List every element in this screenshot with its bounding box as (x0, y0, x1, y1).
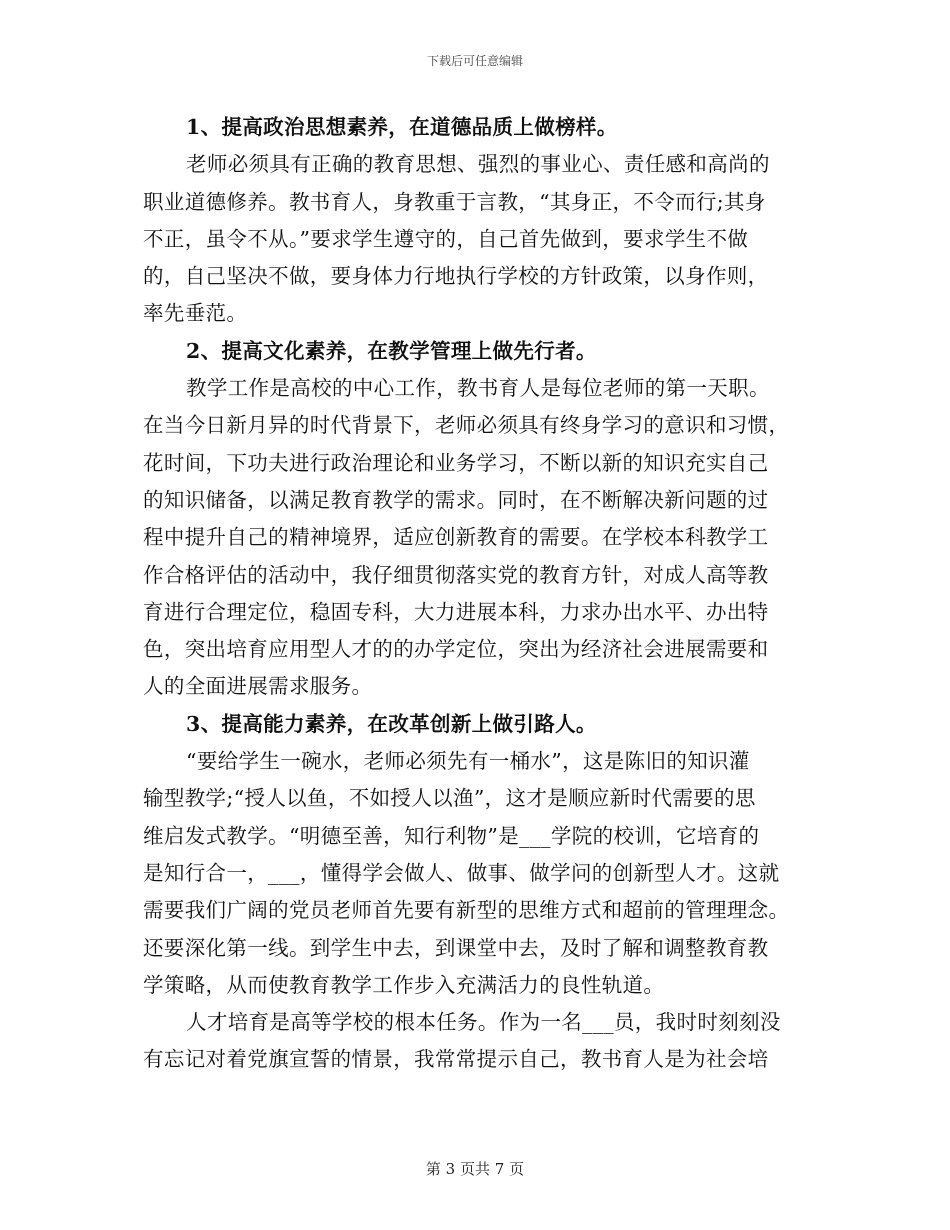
section-heading: 3、提高能力素养，在改革创新上做引路人。 (186, 711, 597, 736)
paragraph-line: 需要我们广阔的党员老师首先要有新型的思维方式和超前的管理理念。 (143, 898, 790, 923)
paragraph-line: 人才培育是高等学校的根本任务。作为一名___员，我时时刻刻没 (186, 1010, 781, 1035)
paragraph-line: 色，突出培育应用型人才的的办学定位，突出为经济社会进展需要和 (143, 637, 769, 662)
paragraph-line: 学策略，从而使教育教学工作步入充满活力的良性轨道。 (143, 972, 665, 997)
paragraph-line: 输型教学;“授人以鱼，不如授人以渔”，这才是顺应新时代需要的思 (143, 786, 756, 811)
paragraph-line: 育进行合理定位，稳固专科，大力进展本科，力求办出水平、办出特 (143, 599, 769, 624)
paragraph-line: 的知识储备，以满足教育教学的需求。同时，在不断解决新问题的过 (143, 487, 769, 512)
section-heading: 1、提高政治思想素养，在道德品质上做榜样。 (186, 115, 618, 139)
paragraph-line: “要给学生一碗水，老师必须先有一桶水”，这是陈旧的知识灌 (186, 749, 750, 774)
paragraph-line: 作合格评估的活动中，我仔细贯彻落实党的教育方针，对成人高等教 (143, 562, 769, 587)
document-body (143, 109, 811, 1079)
paragraph-line: 老师必须具有正确的教育思想、强烈的事业心、责任感和高尚的 (186, 152, 770, 177)
paragraph-line: 程中提升自己的精神境界，适应创新教育的需要。在学校本科教学工 (143, 525, 769, 550)
paragraph-line: 率先垂范。 (143, 301, 248, 326)
paragraph-line: 教学工作是高校的中心工作，教书育人是每位老师的第一天职。 (186, 376, 770, 401)
paragraph-line: 的，自己坚决不做，要身体力行地执行学校的方针政策，以身作则， (143, 264, 769, 289)
page-footer: 第 3 页共 7 页 (425, 1160, 525, 1178)
paragraph-line: 还要深化第一线。到学生中去，到课堂中去，及时了解和调整教育教 (143, 935, 769, 960)
paragraph-line: 是知行合一，___，懂得学会做人、做事、做学问的创新型人才。这就 (143, 860, 780, 885)
paragraph-line: 花时间，下功夫进行政治理论和业务学习，不断以新的知识充实自己 (143, 450, 769, 475)
paragraph-line: 不正，虽令不从。”要求学生遵守的，自己首先做到，要求学生不做 (143, 226, 749, 251)
paragraph-line: 职业道德修养。教书育人，身教重于言教，“其身正，不令而行;其身 (143, 189, 766, 214)
paragraph-line: 人的全面进展需求服务。 (143, 674, 373, 699)
section-heading: 2、提高文化素养，在教学管理上做先行者。 (186, 338, 597, 363)
paragraph-line: 维启发式教学。“明德至善，知行利物”是___学院的校训，它培育的 (143, 823, 760, 848)
page-header: 下载后可任意编辑 (426, 54, 523, 68)
paragraph-line: 有忘记对着党旗宣誓的情景，我常常提示自己，教书育人是为社会培 (143, 1047, 769, 1072)
paragraph-line: 在当今日新月异的时代背景下，老师必须具有终身学习的意识和习惯， (143, 413, 790, 438)
